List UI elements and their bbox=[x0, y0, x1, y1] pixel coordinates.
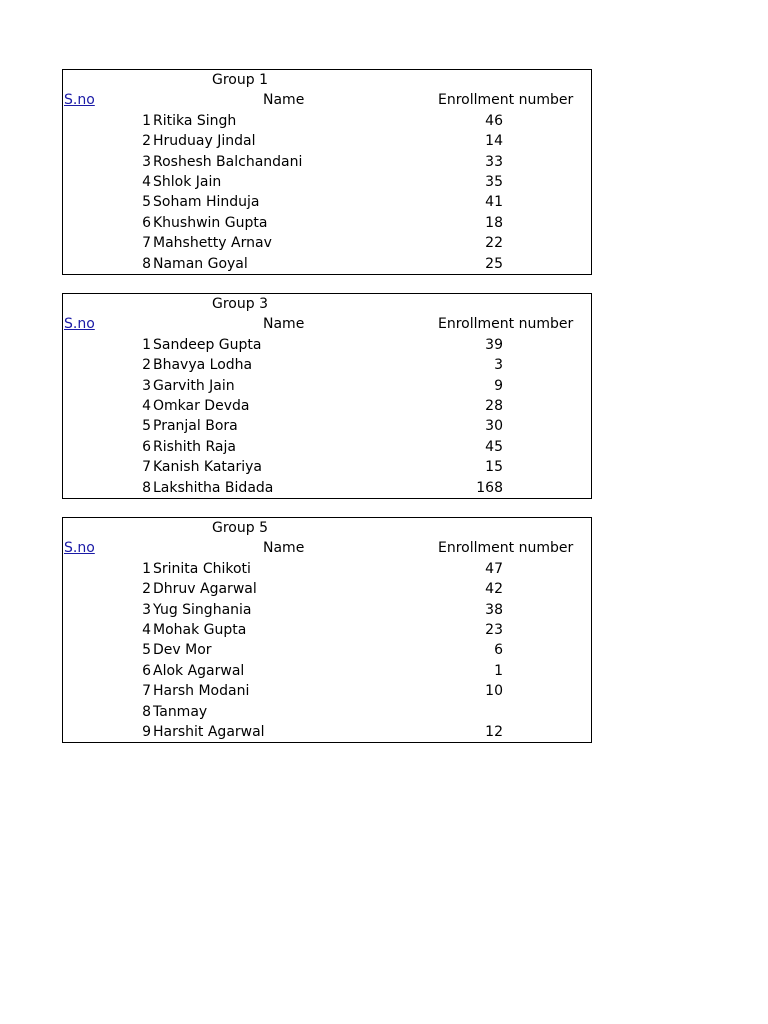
student-name-cell: Soham Hinduja bbox=[153, 194, 260, 211]
student-name-cell: Dhruv Agarwal bbox=[153, 581, 257, 598]
enrollment-column-header: Enrollment number bbox=[438, 92, 574, 109]
serial-number-cell: 3 bbox=[142, 377, 151, 394]
serial-number-cell: 7 bbox=[142, 459, 151, 476]
enrollment-number-cell: 41 bbox=[485, 194, 503, 211]
serial-number-cell: 5 bbox=[142, 194, 151, 211]
enrollment-number-cell: 35 bbox=[485, 173, 503, 190]
table-row bbox=[63, 213, 591, 233]
student-name-cell: Omkar Devda bbox=[153, 397, 250, 414]
table-row bbox=[63, 376, 591, 396]
group-title-row bbox=[63, 70, 591, 90]
enrollment-number-cell: 23 bbox=[485, 621, 503, 638]
serial-number-cell: 1 bbox=[142, 112, 151, 129]
table-header-row bbox=[63, 314, 591, 334]
student-name-cell: Mohak Gupta bbox=[153, 621, 247, 638]
table-header-row bbox=[63, 538, 591, 558]
name-column-header: Name bbox=[263, 540, 305, 557]
serial-number-cell: 4 bbox=[142, 621, 151, 638]
serial-number-cell: 4 bbox=[142, 173, 151, 190]
student-name-cell: Roshesh Balchandani bbox=[153, 153, 303, 170]
student-name-cell: Khushwin Gupta bbox=[153, 214, 268, 231]
enrollment-number-cell: 39 bbox=[485, 336, 503, 353]
student-name-cell: Naman Goyal bbox=[153, 255, 248, 272]
student-name-cell: Harshit Agarwal bbox=[153, 723, 265, 740]
sno-header-link[interactable]: S.no bbox=[64, 92, 95, 109]
student-name-cell: Bhavya Lodha bbox=[153, 357, 253, 374]
enrollment-number-cell: 42 bbox=[485, 581, 503, 598]
student-name-cell: Ritika Singh bbox=[153, 112, 237, 129]
enrollment-number-cell: 18 bbox=[485, 214, 503, 231]
table-row bbox=[63, 233, 591, 253]
serial-number-cell: 8 bbox=[142, 703, 151, 720]
student-name-cell: Rishith Raja bbox=[153, 438, 236, 455]
table-row bbox=[63, 416, 591, 436]
enrollment-column-header: Enrollment number bbox=[438, 316, 574, 333]
serial-number-cell: 5 bbox=[142, 642, 151, 659]
table-row bbox=[63, 722, 591, 742]
serial-number-cell: 2 bbox=[142, 133, 151, 150]
student-name-cell: Mahshetty Arnav bbox=[153, 235, 272, 252]
student-name-cell: Shlok Jain bbox=[153, 173, 222, 190]
enrollment-number-cell: 33 bbox=[485, 153, 503, 170]
serial-number-cell: 7 bbox=[142, 683, 151, 700]
name-column-header: Name bbox=[263, 92, 305, 109]
serial-number-cell: 8 bbox=[142, 479, 151, 496]
table-row bbox=[63, 152, 591, 172]
table-row bbox=[63, 111, 591, 131]
group-title-row bbox=[63, 518, 591, 538]
sno-header-link[interactable]: S.no bbox=[64, 316, 95, 333]
serial-number-cell: 6 bbox=[142, 214, 151, 231]
table-row bbox=[63, 579, 591, 599]
table-row bbox=[63, 396, 591, 416]
student-name-cell: Dev Mor bbox=[153, 642, 212, 659]
student-name-cell: Sandeep Gupta bbox=[153, 336, 262, 353]
enrollment-number-cell: 168 bbox=[476, 479, 503, 496]
student-name-cell: Harsh Modani bbox=[153, 683, 250, 700]
table-header-row bbox=[63, 90, 591, 110]
table-row bbox=[63, 355, 591, 375]
enrollment-number-cell: 6 bbox=[494, 642, 503, 659]
table-row bbox=[63, 640, 591, 660]
student-name-cell: Tanmay bbox=[153, 703, 208, 720]
enrollment-number-cell: 46 bbox=[485, 112, 503, 129]
group-title: Group 5 bbox=[212, 520, 268, 536]
serial-number-cell: 6 bbox=[142, 438, 151, 455]
table-row bbox=[63, 192, 591, 212]
student-name-cell: Garvith Jain bbox=[153, 377, 235, 394]
serial-number-cell: 3 bbox=[142, 153, 151, 170]
student-name-cell: Yug Singhania bbox=[153, 601, 252, 618]
enrollment-number-cell: 22 bbox=[485, 235, 503, 252]
table-row bbox=[63, 702, 591, 722]
student-name-cell: Lakshitha Bidada bbox=[153, 479, 274, 496]
group-table bbox=[62, 517, 592, 743]
table-row bbox=[63, 457, 591, 477]
serial-number-cell: 3 bbox=[142, 601, 151, 618]
table-row bbox=[63, 661, 591, 681]
enrollment-number-cell: 38 bbox=[485, 601, 503, 618]
table-row bbox=[63, 172, 591, 192]
enrollment-number-cell: 10 bbox=[485, 683, 503, 700]
enrollment-number-cell: 3 bbox=[494, 357, 503, 374]
student-name-cell: Pranjal Bora bbox=[153, 418, 238, 435]
enrollment-number-cell: 9 bbox=[494, 377, 503, 394]
enrollment-number-cell: 1 bbox=[494, 662, 503, 679]
student-name-cell: Srinita Chikoti bbox=[153, 560, 251, 577]
enrollment-number-cell: 15 bbox=[485, 459, 503, 476]
serial-number-cell: 2 bbox=[142, 581, 151, 598]
table-row bbox=[63, 254, 591, 274]
enrollment-column-header: Enrollment number bbox=[438, 540, 574, 557]
serial-number-cell: 5 bbox=[142, 418, 151, 435]
group-table bbox=[62, 69, 592, 275]
group-title: Group 3 bbox=[212, 296, 268, 312]
serial-number-cell: 6 bbox=[142, 662, 151, 679]
enrollment-number-cell: 47 bbox=[485, 560, 503, 577]
enrollment-number-cell: 12 bbox=[485, 723, 503, 740]
serial-number-cell: 4 bbox=[142, 397, 151, 414]
table-row bbox=[63, 131, 591, 151]
group-title: Group 1 bbox=[212, 72, 268, 88]
student-name-cell: Hruduay Jindal bbox=[153, 133, 256, 150]
table-row bbox=[63, 478, 591, 498]
table-row bbox=[63, 620, 591, 640]
serial-number-cell: 9 bbox=[142, 723, 151, 740]
serial-number-cell: 1 bbox=[142, 560, 151, 577]
enrollment-number-cell: 30 bbox=[485, 418, 503, 435]
student-name-cell: Alok Agarwal bbox=[153, 662, 245, 679]
table-row bbox=[63, 559, 591, 579]
enrollment-number-cell: 14 bbox=[485, 133, 503, 150]
enrollment-number-cell: 45 bbox=[485, 438, 503, 455]
serial-number-cell: 7 bbox=[142, 235, 151, 252]
table-row bbox=[63, 335, 591, 355]
table-row bbox=[63, 681, 591, 701]
sno-header-link[interactable]: S.no bbox=[64, 540, 95, 557]
name-column-header: Name bbox=[263, 316, 305, 333]
enrollment-number-cell: 28 bbox=[485, 397, 503, 414]
enrollment-number-cell: 25 bbox=[485, 255, 503, 272]
serial-number-cell: 1 bbox=[142, 336, 151, 353]
serial-number-cell: 2 bbox=[142, 357, 151, 374]
table-row bbox=[63, 600, 591, 620]
serial-number-cell: 8 bbox=[142, 255, 151, 272]
table-row bbox=[63, 437, 591, 457]
group-title-row bbox=[63, 294, 591, 314]
student-name-cell: Kanish Katariya bbox=[153, 459, 262, 476]
group-table bbox=[62, 293, 592, 499]
